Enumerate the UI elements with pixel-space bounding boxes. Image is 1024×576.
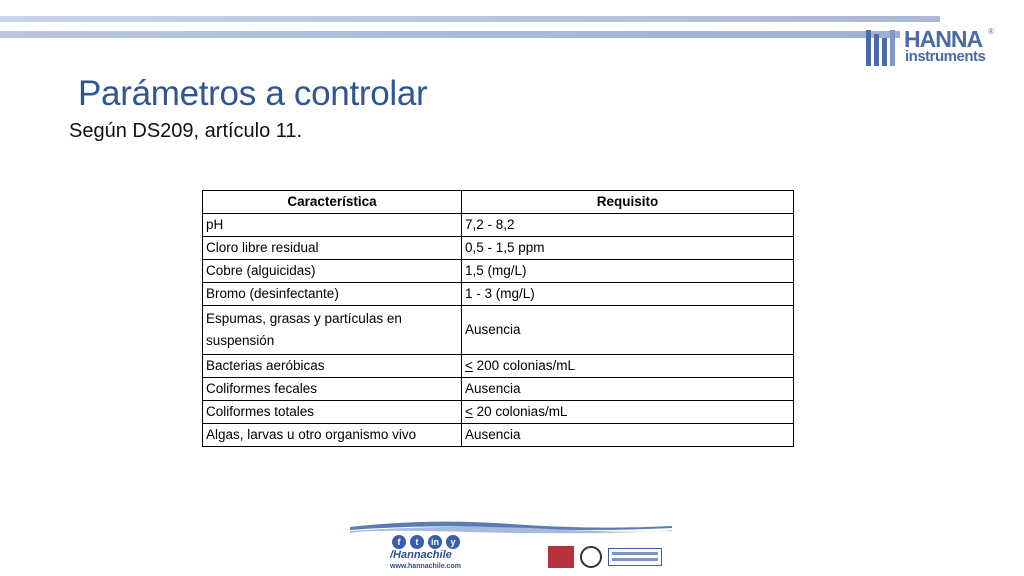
cell-characteristic: Bromo (desinfectante) [203,283,462,306]
requirement-value: 20 colonias/mL [472,404,568,419]
social-handle[interactable]: /Hannachile [390,549,452,561]
hanna-logo [864,28,999,68]
facebook-icon[interactable]: f [392,535,406,549]
table-row [203,237,794,260]
registered-mark: ® [988,27,994,36]
cell-characteristic: Espumas, grasas y partículas en suspensión [203,306,462,355]
cell-requirement: 1,5 (mg/L) [462,260,794,283]
requirements-table [202,190,794,447]
table-row [203,401,794,424]
brand-sub: instruments [905,48,986,65]
cell-characteristic: Bacterias aeróbicas [203,355,462,378]
less-equal-symbol: < [465,404,473,419]
table-header-row [203,191,794,214]
cell-characteristic: Coliformes fecales [203,378,462,401]
iso-certificate-icon [548,546,574,568]
column-header-characteristic: Característica [203,191,462,214]
table-row [203,306,794,355]
website-link[interactable]: www.hannachile.com [390,563,461,570]
less-equal-symbol: < [465,358,473,373]
header-stripe-bottom [0,31,900,38]
page-title: Parámetros a controlar [78,74,428,113]
cell-requirement: 7,2 - 8,2 [462,214,794,237]
column-header-requirement: Requisito [462,191,794,214]
brand-name: HANNA [904,26,983,52]
cell-characteristic: Cloro libre residual [203,237,462,260]
requirement-value: 200 colonias/mL [472,358,575,373]
cell-requirement: Ausencia [462,306,794,355]
table-row [203,283,794,306]
bureau-veritas-seal-icon [580,546,602,568]
table-row [203,214,794,237]
linkedin-icon[interactable]: in [428,535,442,549]
hanna-logo-bars-icon [864,30,904,66]
table-row [203,260,794,283]
twitter-icon[interactable]: t [410,535,424,549]
page-subtitle: Según DS209, artículo 11. [69,120,303,142]
table-row [203,378,794,401]
certified-company-badge-icon [608,548,662,566]
cell-requirement: 1 - 3 (mg/L) [462,283,794,306]
certification-badges [548,546,664,568]
cell-requirement [462,355,794,378]
cell-requirement: Ausencia [462,378,794,401]
header-stripe-top [0,16,940,22]
cell-characteristic: Algas, larvas u otro organismo vivo [203,424,462,447]
cell-characteristic: pH [203,214,462,237]
footer [350,518,672,576]
cell-characteristic: Cobre (alguicidas) [203,260,462,283]
table-row [203,355,794,378]
youtube-icon[interactable]: y [446,535,460,549]
cell-requirement: 0,5 - 1,5 ppm [462,237,794,260]
cell-characteristic: Coliformes totales [203,401,462,424]
social-icons [392,532,464,548]
table-row [203,424,794,447]
cell-requirement: Ausencia [462,424,794,447]
cell-requirement [462,401,794,424]
